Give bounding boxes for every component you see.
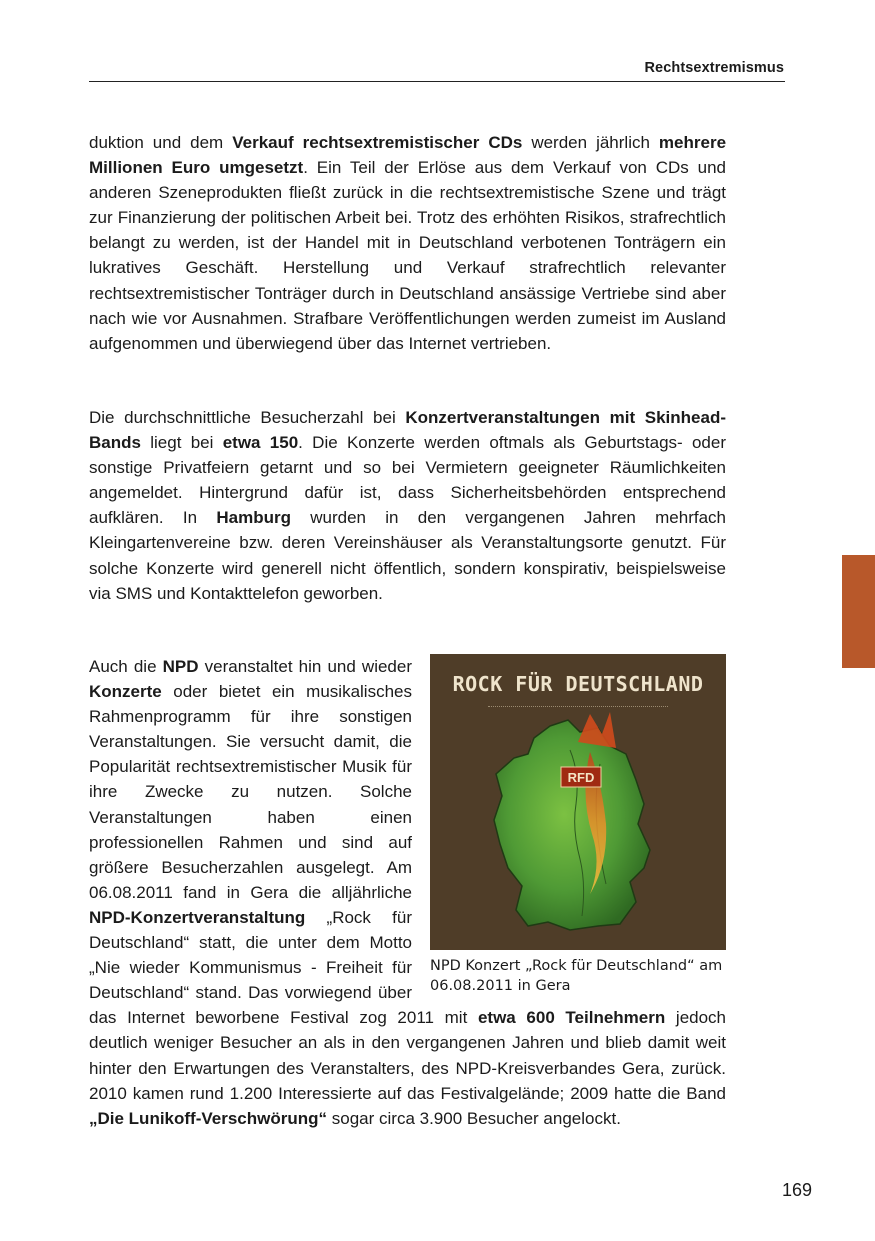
text-run: . Die Konzerte werden oftmals als Geburtstags- oder sonstige Privatfeiern getarnt und so bei Vermietern geeigneter Räumlichkeiten angemeldet. Hintergrund dafür ist, dass Sicherheitsbehörden entsprechend aufklären. In (89, 433, 726, 528)
paragraph-2 (89, 405, 726, 606)
header-title: Rechtsextremismus (644, 60, 784, 76)
paragraph-3 (89, 654, 726, 1131)
text-run: duktion und dem (89, 133, 233, 152)
header-rule (89, 81, 785, 82)
bold-text: „Die Lunikoff-Verschwörung“ (89, 1108, 328, 1128)
text-run: liegt bei (140, 433, 223, 453)
text-run: wurden in den vergangenen Jahren mehrfach Kleingartenvereine bzw. deren Vereinshäuser als Veranstaltungsorte genutzt. Für solche Konzerte wird generell nicht öffentlich, sondern konspirativ, beispielsweise via SMS und Kontakttelefon geworben. (89, 508, 726, 603)
bold-text: Konzerte (89, 682, 162, 702)
text-run: „Rock für Deutschland“ statt, die unter dem Motto „Nie wieder Kommunismus - Freiheit für Deutschland“ stand. Das vorwiegend über das Internet beworbene Festival zog 2011 mit (89, 907, 478, 1028)
paragraph-1 (89, 130, 726, 356)
rfd-label: RFD (567, 770, 595, 785)
bold-text: Verkauf rechtsextremistischer CDs (232, 133, 523, 152)
bold-text: etwa 600 Teilnehmern (477, 1008, 666, 1028)
text-run: . Ein Teil der Erlöse aus dem Verkauf von CDs und anderen Szeneprodukten fließt zurück in die rechtsextremistische Szene und trägt zur Finanzierung der politischen Arbeit bei. Trotz des erhöhten Risikos, strafrechtlich belangt zu werden, ist der Handel mit in Deutschland verbotenen Tonträgern ein lukratives Geschäft. Herstellung und Verkauf strafrechtlich relevanter rechtsextremistischer Tonträger durch in Deutschland ansässige Vertriebe sind aber nach wie vor Ausnahmen. Strafbare Veröffentlichungen werden zumeist im Ausland aufgenommen und überwiegend über das Internet vertrieben. (89, 158, 727, 353)
poster-title: ROCK FÜR DEUTSCHLAND (452, 672, 704, 696)
bold-text: mehrere Millionen Euro umgesetzt (89, 133, 727, 178)
chapter-tab (842, 555, 875, 668)
bold-text: Hamburg (216, 508, 291, 528)
page-number: 169 (782, 1180, 813, 1200)
text-run: Die durchschnittliche Besucherzahl bei (89, 408, 406, 427)
bold-text: etwa 150 (222, 433, 299, 453)
text-run: jedoch deutlich weniger Besucher an als in den vergangenen Jahren und blieb damit weit hinter den Erwartungen des Veranstalters, des NPD-Kreisverbandes Gera, zurück. 2010 kamen rund 1.200 Interessierte auf das Festivalgelände; 2009 hatte die Band (89, 1008, 727, 1103)
poster-subtitle-dots (488, 706, 668, 709)
bold-text: NPD (162, 657, 199, 676)
bold-text: NPD-Konzertveranstaltung (89, 907, 306, 927)
figure-caption: NPD Konzert „Rock für Deutschland“ am 06.08.2011 in Gera (430, 958, 723, 994)
text-run: sogar circa 3.900 Besucher angelockt. (327, 1108, 621, 1128)
text-run: veranstaltet hin und wieder (198, 657, 412, 676)
text-run: Auch die (89, 657, 163, 676)
bold-text: Konzertveranstaltungen mit Skinhead-Bands (89, 408, 726, 453)
text-run: oder bietet ein musikalisches Rahmenprogramm für ihre sonstigen Veranstaltungen. Sie versucht damit, die Popularität rechtsextremistischer Musik für ihre Zwecke zu nutzen. Solche Veranstaltungen haben einen professionellen Rahmen und sind auf größere Besucherzahlen ausgelegt. Am 06.08.2011 fand in Gera die alljährliche (89, 682, 412, 902)
concert-poster-image (430, 654, 726, 950)
germany-map-graphic (430, 654, 726, 950)
text-run: werden jährlich (522, 133, 659, 152)
